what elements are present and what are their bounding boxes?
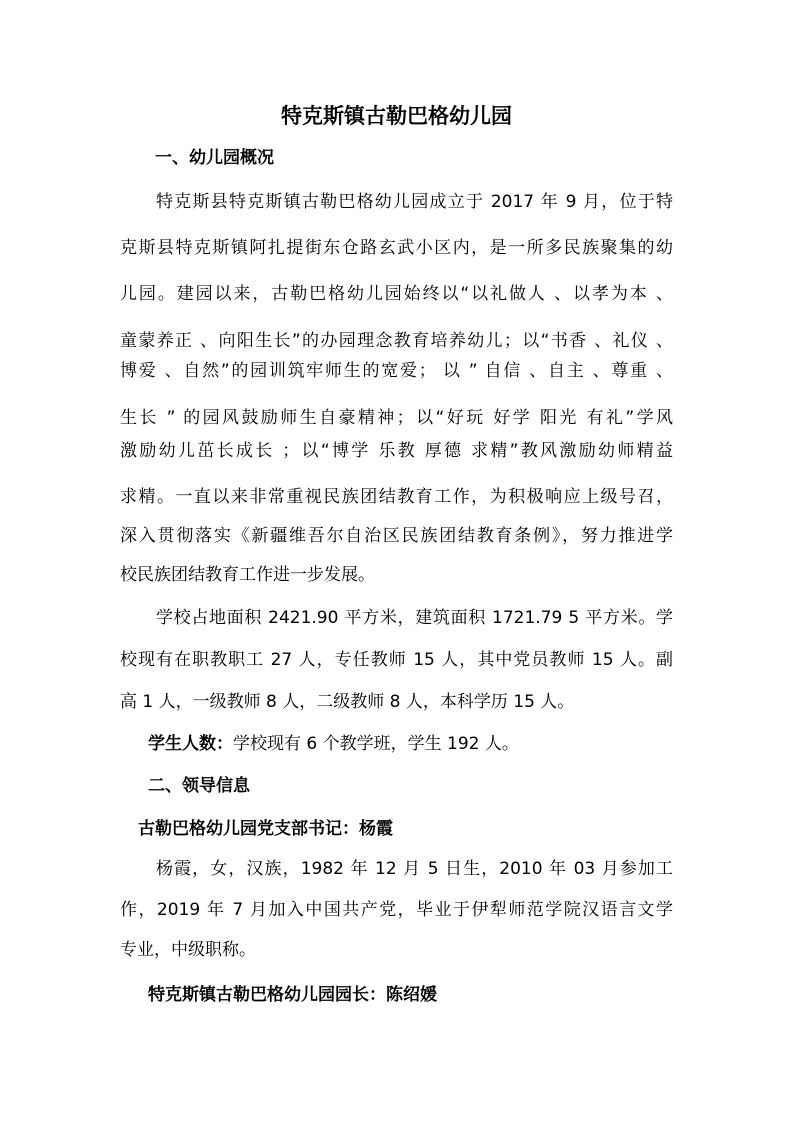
- paragraph-line: 求精。一直以来非常重视民族团结教育工作，为积极响应上级号召，: [120, 487, 673, 507]
- secretary-title: 古勒巴格幼儿园党支部书记：杨霞: [138, 819, 393, 839]
- paragraph-line: 特克斯县特克斯镇古勒巴格幼儿园成立于 2017 年 9 月，位于特: [156, 192, 673, 212]
- paragraph-line: 深入贯彻落实《新疆维吾尔自治区民族团结教育条例》，努力推进学: [120, 526, 673, 546]
- students-line: [148, 729, 519, 759]
- paragraph-line: 校民族团结教育工作进一步发展。: [120, 565, 375, 585]
- section-heading-overview: 一、幼儿园概况: [155, 148, 274, 168]
- paragraph-line: 校现有在职教职工 27 人，专任教师 15 人，其中党员教师 15 人。副: [120, 650, 673, 670]
- section-heading-leadership: 二、领导信息: [148, 776, 250, 796]
- paragraph-line: 专业，中级职称。: [120, 940, 256, 960]
- paragraph-line: 儿园。建园以来，古勒巴格幼儿园始终以“以礼做人 、以孝为本 、: [120, 284, 673, 304]
- paragraph-line: 克斯县特克斯镇阿扎提街东仓路玄武小区内，是一所多民族聚集的幼: [120, 238, 673, 258]
- paragraph-line: 博爱 、自然”的园训筑牢师生的宽爱； 以 ” 自信 、自主 、尊重 、: [120, 361, 673, 381]
- paragraph-line: 激励幼儿茁长成长 ；以“博学 乐教 厚德 求精”教风激励幼师精益: [120, 441, 673, 461]
- principal-title: 特克斯镇古勒巴格幼儿园园长：陈绍媛: [148, 985, 437, 1005]
- paragraph-line: 杨霞，女，汉族，1982 年 12 月 5 日生，2010 年 03 月参加工: [156, 859, 673, 879]
- paragraph-line: 童蒙养正 、向阳生长”的办园理念教育培养幼儿；以“书香 、礼仪 、: [120, 331, 673, 351]
- students-label: 学生人数：: [148, 734, 233, 754]
- document-title: 特克斯镇古勒巴格幼儿园: [281, 104, 512, 128]
- paragraph-line: 生长 ” 的园风鼓励师生自豪精神；以“好玩 好学 阳光 有礼”学风: [120, 408, 673, 428]
- paragraph-line: 高 1 人，一级教师 8 人，二级教师 8 人，本科学历 15 人。: [120, 692, 575, 712]
- paragraph-line: 作，2019 年 7 月加入中国共产党，毕业于伊犁师范学院汉语言文学: [120, 900, 673, 920]
- paragraph-line: 学校占地面积 2421.90 平方米，建筑面积 1721.79 5 平方米。学: [156, 608, 673, 628]
- students-text: 学校现有 6 个教学班，学生 192 人。: [233, 734, 519, 754]
